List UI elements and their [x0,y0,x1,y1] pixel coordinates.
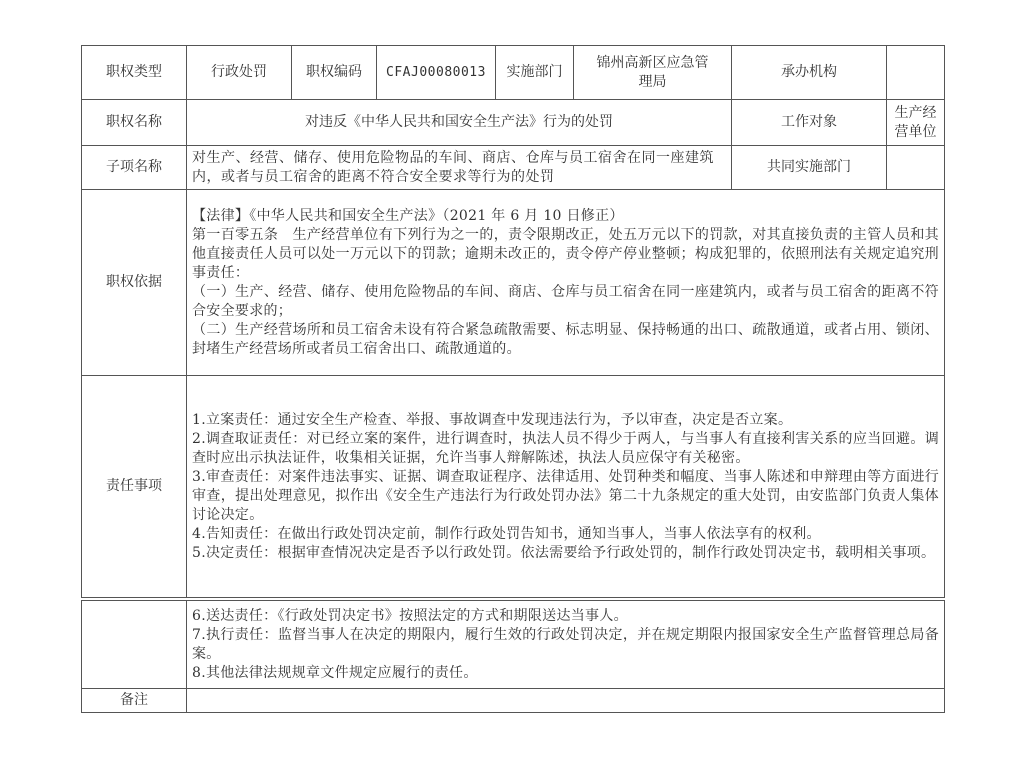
duty-item: 6.送达责任：《行政处罚决定书》按照法定的方式和期限送达当事人。 [192,607,628,624]
authority-table-continued [81,600,945,713]
duty-item: 4.告知责任：在做出行政处罚决定前，制作行政处罚告知书，通知当事人，当事人依法享有的权利。 [192,525,821,542]
work-target-value: 生产经营单位 [887,100,945,146]
duty-item: 8.其他法律法规规章文件规定应履行的责任。 [192,664,478,681]
basis-line: 【法律】《中华人民共和国安全生产法》（2021 年 6 月 10 日修正） [192,207,624,224]
authority-basis-label: 职权依据 [82,190,187,376]
duty-items-label: 责任事项 [82,376,187,598]
authority-code-value: CFAJ00080013 [377,46,496,100]
implementing-dept-label: 实施部门 [496,46,574,100]
authority-type-value: 行政处罚 [187,46,292,100]
basis-line: （二）生产经营场所和员工宿舍未设有符合紧急疏散需要、标志明显、保持畅通的出口、疏散通道，或者占用、锁闭、封堵生产经营场所或者员工宿舍出口、疏散通道的。 [192,321,939,357]
duty-item: 2.调查取证责任：对已经立案的案件，进行调查时，执法人员不得少于两人，与当事人有直接利害关系的应当回避。调查时应出示执法证件，收集相关证据，允许当事人辩解陈述，执法人员应保守有关秘密。 [192,430,939,466]
authority-type-label: 职权类型 [82,46,187,100]
co-implementing-dept-label: 共同实施部门 [732,146,887,190]
work-target-label: 工作对象 [732,100,887,146]
authority-basis-content [187,190,945,376]
duty-item: 7.执行责任：监督当事人在决定的期限内，履行生效的行政处罚决定，并在规定期限内报国家安全生产监督管理总局备案。 [192,626,939,662]
duty-item: 5.决定责任：根据审查情况决定是否予以行政处罚。依法需要给予行政处罚的，制作行政处罚决定书，载明相关事项。 [192,544,936,561]
authority-code-label: 职权编码 [292,46,377,100]
handling-agency-value [887,46,945,100]
co-implementing-dept-value [887,146,945,190]
duty-item: 1.立案责任：通过安全生产检查、举报、事故调查中发现违法行为，予以审查，决定是否立案。 [192,411,793,428]
authority-name-label: 职权名称 [82,100,187,146]
authority-table-main [81,45,945,598]
sub-item-name-value: 对生产、经营、储存、使用危险物品的车间、商店、仓库与员工宿舍在同一座建筑内，或者与员工宿舍的距离不符合安全要求等行为的处罚 [187,146,732,190]
authority-name-value: 对违反《中华人民共和国安全生产法》行为的处罚 [187,100,732,146]
remarks-label: 备注 [82,689,187,713]
implementing-dept-value: 锦州高新区应急管理局 [574,46,732,100]
remarks-value [187,689,945,713]
duty-items-content [187,376,945,598]
basis-line: （一）生产、经营、储存、使用危险物品的车间、商店、仓库与员工宿舍在同一座建筑内，或者与员工宿舍的距离不符合安全要求的； [192,283,939,319]
basis-line: 第一百零五条 生产经营单位有下列行为之一的，责令限期改正，处五万元以下的罚款，对其直接负责的主管人员和其他直接责任人员可以处一万元以下的罚款；逾期未改正的，责令停产停业整顿；构成犯罪的，依照刑法有关规定追究刑事责任： [192,226,939,281]
duty-items-cont-content [187,601,945,689]
duty-item: 3.审查责任：对案件违法事实、证据、调查取证程序、法律适用、处罚种类和幅度、当事人陈述和申辩理由等方面进行审查，提出处理意见，拟作出《安全生产违法行为行政处罚办法》第二十九条规定的重大处罚，由安监部门负责人集体讨论决定。 [192,468,939,523]
sub-item-name-label: 子项名称 [82,146,187,190]
duty-items-cont-label [82,601,187,689]
handling-agency-label: 承办机构 [732,46,887,100]
